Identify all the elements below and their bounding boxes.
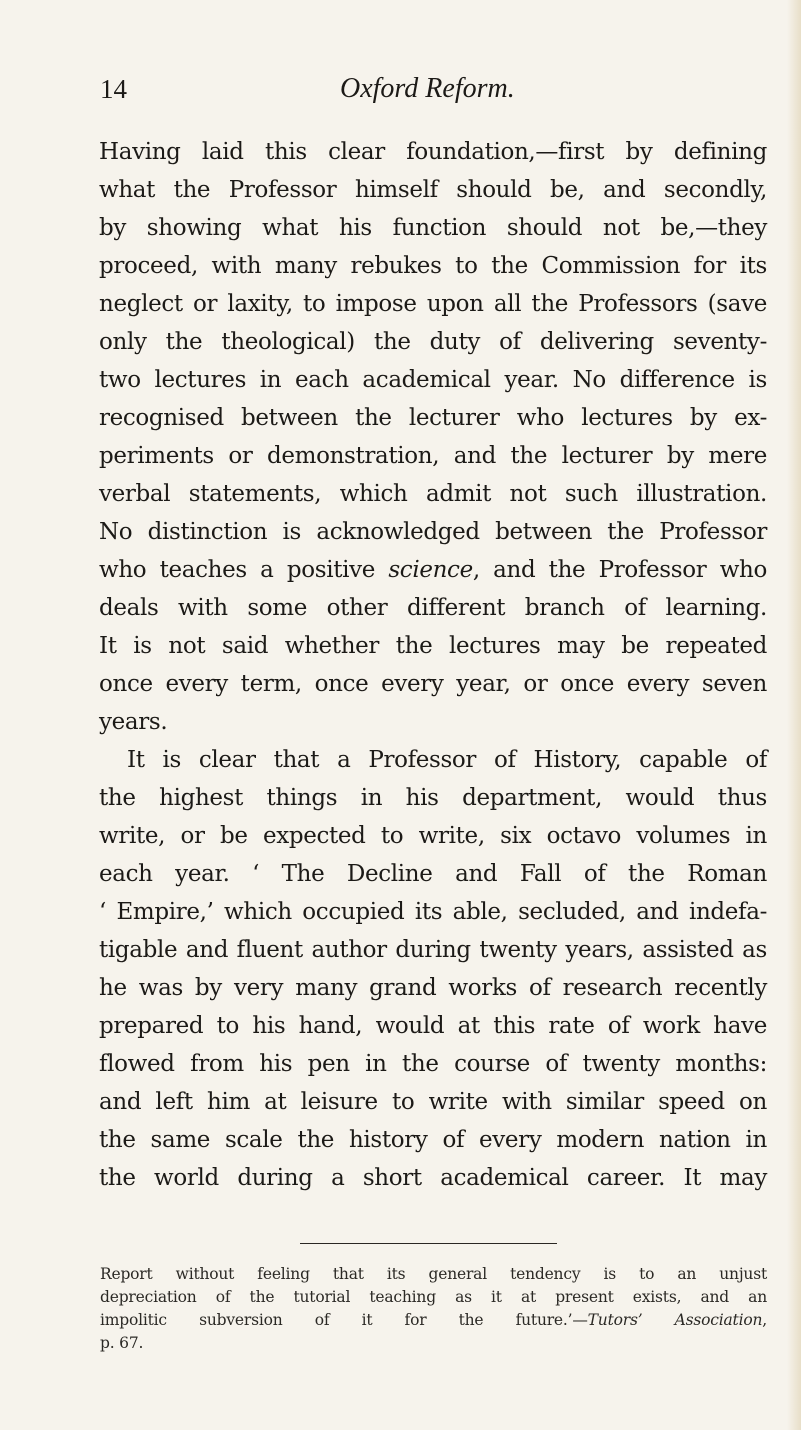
text-line: what the Professor himself should be, and secondly, [99,177,767,203]
text-line: tigable and fluent author during twenty years, assisted as [99,937,767,963]
text-line: deals with some other different branch of learning. [99,595,767,621]
text-line: and left him at leisure to write with similar speed on [99,1089,767,1115]
text-line: No distinction is acknowledged between the Professor [99,519,767,545]
footnote-line: Report without feeling that its general tendency is to an unjust [100,1265,767,1283]
text-line: proceed, with many rebukes to the Commission for its [99,253,767,279]
text-line: the same scale the history of every modern nation in [99,1127,767,1153]
text-line: ‘ Empire,’ which occupied its able, secluded, and indefa- [99,899,767,925]
footnote-line: depreciation of the tutorial teaching as it at present exists, and an [100,1288,767,1306]
page-number: 14 [100,74,127,104]
page-edge-shadow [787,0,801,1430]
footnote-page-reference: p. 67. [100,1334,144,1352]
text-line: recognised between the lecturer who lectures by ex- [99,405,767,431]
text-line: verbal statements, which admit not such illustration. [99,481,767,507]
text-line: Having laid this clear foundation,—first by defining [99,139,767,165]
footnote-line-with-source: impolitic subversion of it for the future.’—Tutors’ Association, [100,1311,767,1329]
text-line: periments or demonstration, and the lecturer by mere [99,443,767,469]
text-line: prepared to his hand, would at this rate of work have [99,1013,767,1039]
footnote-source-title: Tutors’ Association [587,1311,763,1329]
text-line: flowed from his pen in the course of twenty months: [99,1051,767,1077]
footnote-divider [300,1243,557,1244]
text-segment: , and the Professor who [472,557,767,583]
text-line: he was by very many grand works of research recently [99,975,767,1001]
text-line: write, or be expected to write, six octavo volumes in [99,823,767,849]
emphasis-science: science [388,557,473,583]
text-line: the highest things in his department, would thus [99,785,767,811]
text-line: It is not said whether the lectures may be repeated [99,633,767,659]
footnote [100,1263,767,1355]
text-line: neglect or laxity, to impose upon all the Professors (save [99,291,767,317]
body-text [99,133,767,1197]
text-line: by showing what his function should not be,—they [99,215,767,241]
text-line: two lectures in each academical year. No difference is [99,367,767,393]
text-segment: who teaches a positive [99,557,389,583]
text-line-paragraph-start: It is clear that a Professor of History, capable of [127,747,767,773]
text-line: once every term, once every year, or once every seven [99,671,767,697]
running-title: Oxford Reform. [340,73,515,104]
text-line: the world during a short academical career. It may [99,1165,767,1191]
running-head [0,74,801,114]
text-line-paragraph-end: years. [99,709,168,735]
text-segment: impolitic subversion of it for the future.’— [100,1311,588,1329]
text-line-with-emphasis [99,551,767,589]
text-line: only the theological) the duty of delivering seventy- [99,329,767,355]
text-line: each year. ‘ The Decline and Fall of the Roman [99,861,767,887]
